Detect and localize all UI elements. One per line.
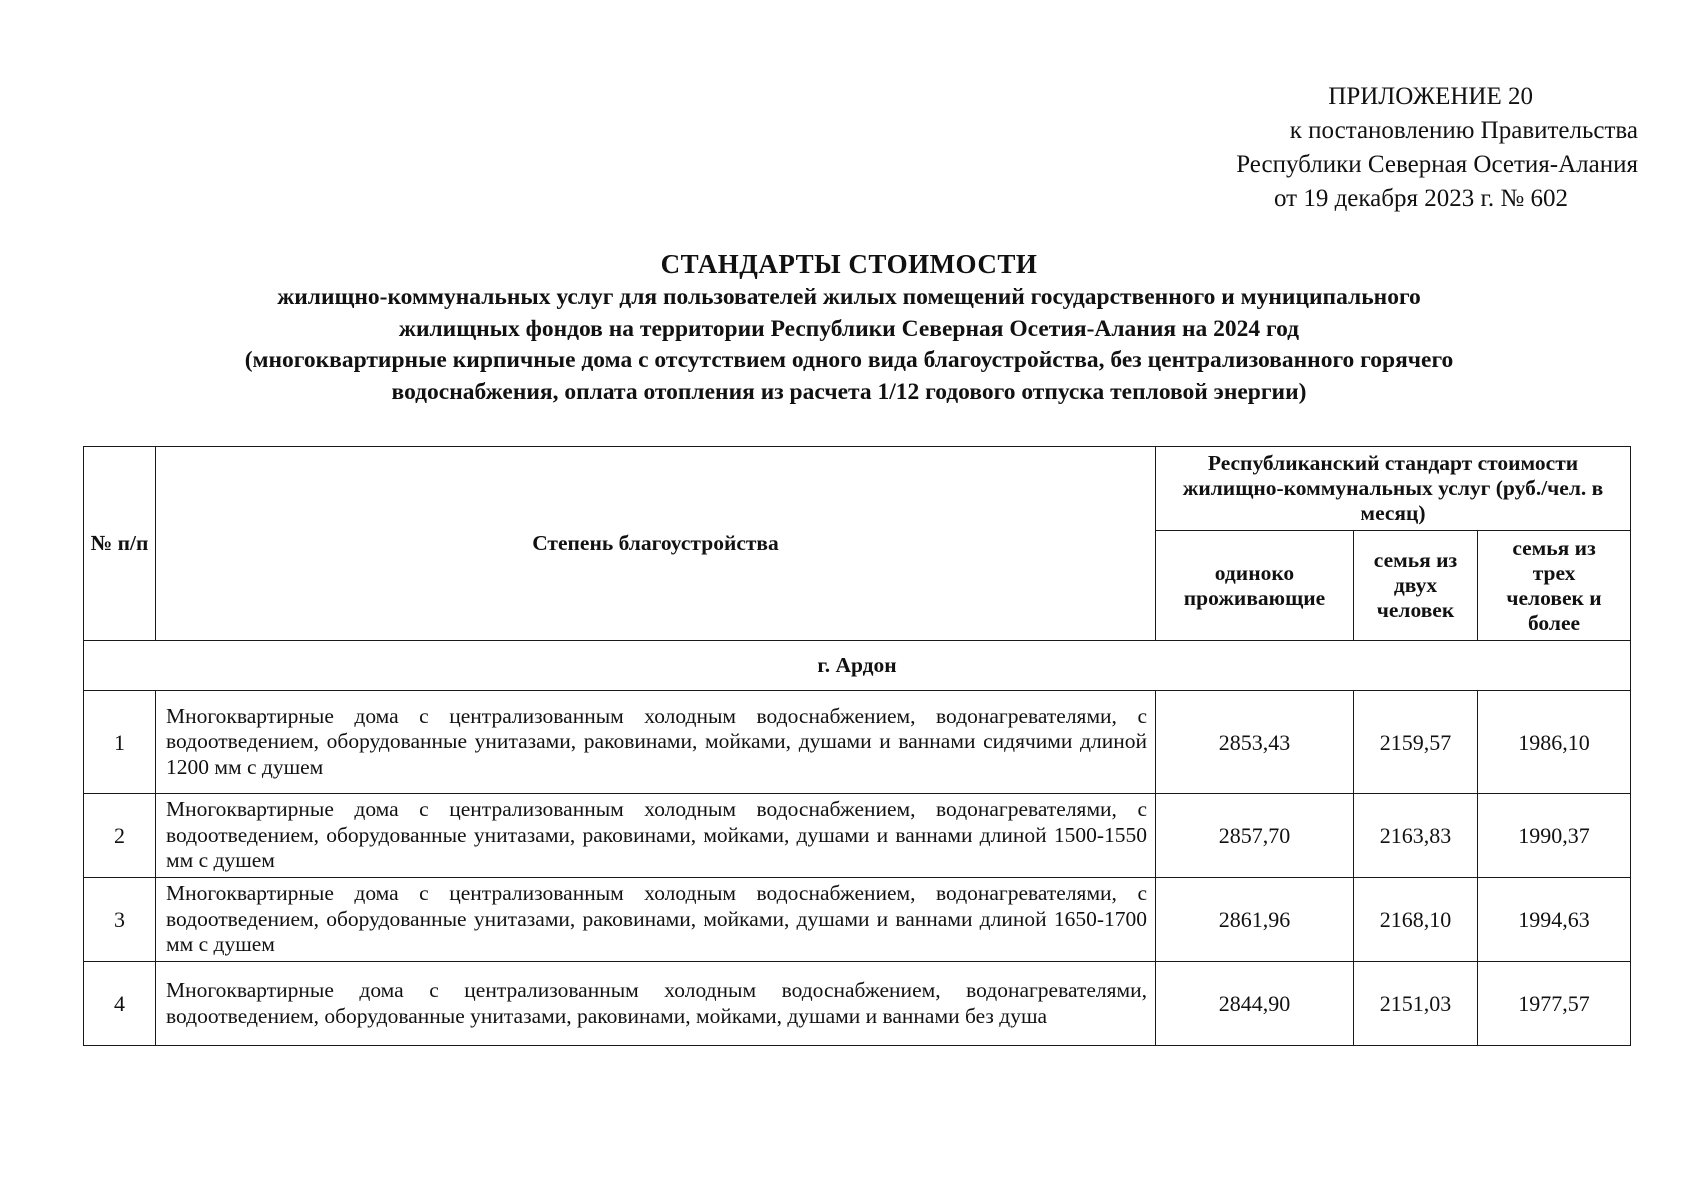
value-single: 2844,90	[1156, 962, 1354, 1046]
document-title	[0, 246, 1698, 408]
value-single: 2853,43	[1156, 691, 1354, 794]
table-row	[84, 878, 1631, 962]
value-three: 1977,57	[1478, 962, 1631, 1046]
value-two: 2163,83	[1354, 794, 1478, 878]
value-two: 2168,10	[1354, 878, 1478, 962]
row-description: Многоквартирные дома с централизованным холодным водоснабжением, водонагревателями, с водоотведением, оборудованные унитазами, раковинами, мойками, душами и ваннами сидячими длиной 1200 мм с душем	[156, 691, 1156, 794]
row-description: Многоквартирные дома с централизованным холодным водоснабжением, водонагревателями, водоотведением, оборудованные унитазами, раковинами, мойками, душами и ваннами без душа	[156, 962, 1156, 1046]
row-number: 4	[84, 962, 156, 1046]
title-main: СТАНДАРТЫ СТОИМОСТИ	[660, 249, 1038, 279]
table-row	[84, 691, 1631, 794]
header-three: семья из трех человек и более	[1478, 531, 1631, 641]
title-sub-line-3: (многоквартирные кирпичные дома с отсутствием одного вида благоустройства, без централизованного горячего	[244, 347, 1454, 373]
header-number: № п/п	[84, 447, 156, 641]
appendix-header	[1118, 80, 1638, 216]
title-sub-line-2: жилищных фондов на территории Республики Северная Осетия-Алания на 2024 год	[398, 315, 1300, 342]
appendix-date: от 19 декабря 2023 г. № 602	[1273, 185, 1568, 212]
value-three: 1986,10	[1478, 691, 1631, 794]
city-name: г. Ардон	[84, 641, 1631, 691]
value-single: 2857,70	[1156, 794, 1354, 878]
cost-standards-table	[83, 446, 1631, 1046]
value-two: 2159,57	[1354, 691, 1478, 794]
title-sub-line-1: жилищно-коммунальных услуг для пользователей жилых помещений государственного и муниципального	[277, 284, 1421, 310]
row-number: 2	[84, 794, 156, 878]
header-two: семья из двух человек	[1354, 531, 1478, 641]
header-description: Степень благоустройства	[156, 447, 1156, 641]
row-description: Многоквартирные дома с централизованным холодным водоснабжением, водонагревателями, с водоотведением, оборудованные унитазами, раковинами, мойками, душами и ваннами длиной 1650-1700 мм с душем	[156, 878, 1156, 962]
row-number: 1	[84, 691, 156, 794]
value-single: 2861,96	[1156, 878, 1354, 962]
value-three: 1990,37	[1478, 794, 1631, 878]
appendix-government: Республики Северная Осетия-Алания	[1236, 151, 1638, 178]
row-number: 3	[84, 878, 156, 962]
table-row	[84, 962, 1631, 1046]
appendix-resolution-ref: к постановлению Правительства	[1289, 117, 1638, 144]
table-row	[84, 794, 1631, 878]
header-single: одиноко проживающие	[1156, 531, 1354, 641]
appendix-number: ПРИЛОЖЕНИЕ 20	[1328, 83, 1533, 110]
value-three: 1994,63	[1478, 878, 1631, 962]
row-description: Многоквартирные дома с централизованным холодным водоснабжением, водонагревателями, с водоотведением, оборудованные унитазами, раковинами, мойками, душами и ваннами длиной 1500-1550 мм с душем	[156, 794, 1156, 878]
header-group-standard: Республиканский стандарт стоимости жилищно-коммунальных услуг (руб./чел. в месяц)	[1156, 447, 1631, 531]
title-sub-line-4: водоснабжения, оплата отопления из расчета 1/12 годового отпуска тепловой энергии)	[391, 378, 1307, 405]
value-two: 2151,03	[1354, 962, 1478, 1046]
